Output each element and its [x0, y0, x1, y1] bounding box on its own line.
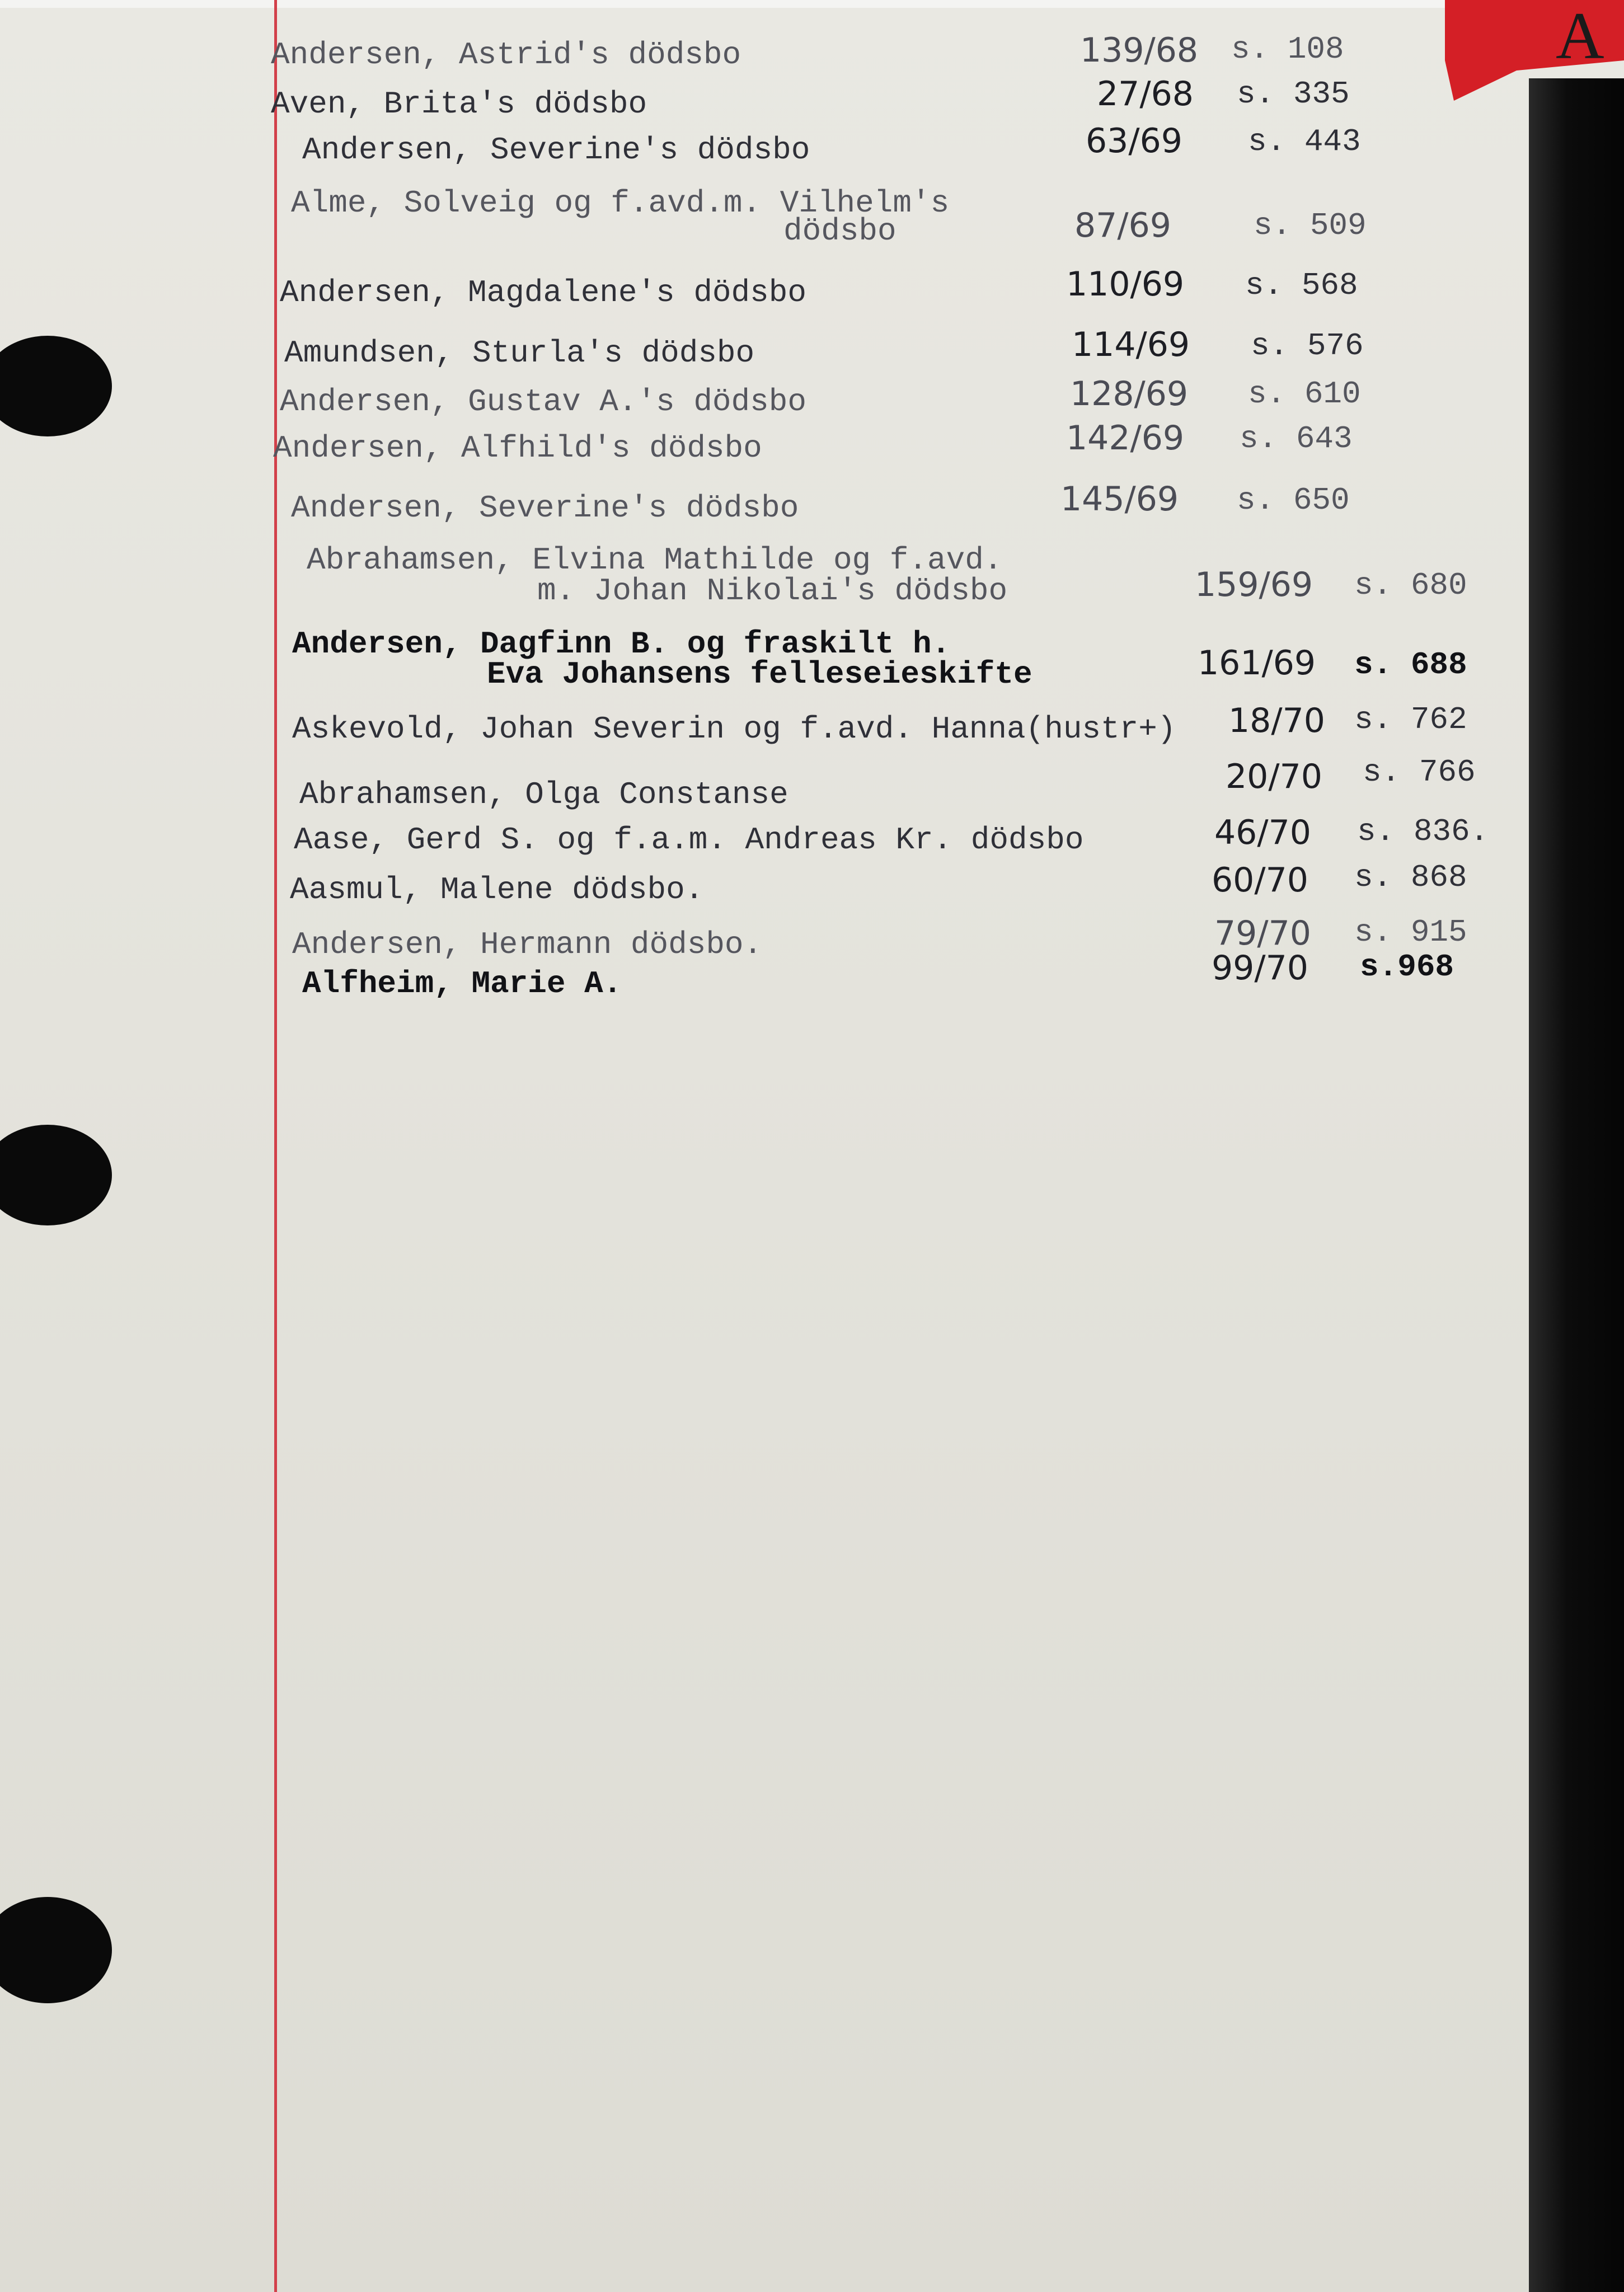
entry-name-continuation: dödsbo [783, 213, 897, 249]
entry-case-number: 159/69 [1195, 565, 1313, 604]
entry-page-ref: s. 915 [1354, 914, 1467, 950]
entry-name: Amundsen, Sturla's dödsbo [284, 335, 755, 371]
entry-name: Aasmul, Malene dödsbo. [290, 872, 704, 908]
entry-page-ref: s. 836. [1357, 814, 1489, 849]
entry-name: Alfheim, Marie A. [302, 966, 622, 1002]
entry-name: Andersen, Astrid's dödsbo [271, 37, 741, 73]
entry-case-number: 46/70 [1214, 813, 1311, 852]
entry-name-continuation: m. Johan Nikolai's dödsbo [537, 573, 1008, 609]
entry-case-number: 128/69 [1070, 374, 1189, 414]
entry-name: Andersen, Alfhild's dödsbo [273, 430, 762, 466]
entry-name: Aven, Brita's dödsbo [271, 86, 647, 122]
entry-page-ref: s.968 [1360, 949, 1454, 985]
entry-page-ref: s. 335 [1237, 76, 1350, 112]
entry-page-ref: s. 680 [1354, 567, 1467, 603]
entry-page-ref: s. 650 [1237, 482, 1350, 518]
entry-case-number: 87/69 [1074, 206, 1171, 245]
entry-case-number: 99/70 [1212, 948, 1308, 988]
entry-case-number: 142/69 [1066, 419, 1185, 458]
entry-page-ref: s. 568 [1245, 267, 1358, 303]
entry-name: Alme, Solveig og f.avd.m. Vilhelm's [291, 185, 950, 221]
entry-name: Andersen, Dagfinn B. og fraskilt h. [292, 626, 951, 662]
red-margin-line [274, 0, 277, 2292]
scan-dark-edge [1529, 78, 1624, 2292]
entry-case-number: 20/70 [1226, 757, 1322, 796]
entry-page-ref: s. 868 [1354, 860, 1467, 895]
entry-case-number: 139/68 [1080, 31, 1199, 70]
entry-case-number: 60/70 [1212, 861, 1308, 900]
entry-case-number: 114/69 [1072, 325, 1190, 364]
entry-case-number: 110/69 [1066, 265, 1185, 304]
entry-case-number: 161/69 [1198, 644, 1316, 683]
entry-case-number: 27/68 [1097, 74, 1194, 114]
entry-name: Aase, Gerd S. og f.a.m. Andreas Kr. dödsbo [294, 822, 1084, 858]
entry-page-ref: s. 108 [1231, 31, 1344, 67]
entry-page-ref: s. 576 [1251, 328, 1364, 364]
entry-page-ref: s. 688 [1354, 647, 1467, 683]
entry-case-number: 18/70 [1228, 701, 1325, 740]
entry-name: Andersen, Severine's dödsbo [291, 490, 799, 526]
entry-name: Abrahamsen, Elvina Mathilde og f.avd. [307, 542, 1003, 578]
entry-page-ref: s. 766 [1363, 754, 1476, 790]
entry-name: Abrahamsen, Olga Constanse [299, 777, 788, 812]
index-tab-letter: A [1556, 0, 1604, 73]
entry-name: Andersen, Hermann dödsbo. [292, 927, 763, 962]
entry-name: Andersen, Magdalene's dödsbo [280, 275, 806, 311]
entry-name-continuation: Eva Johansens felleseieskifte [487, 656, 1032, 692]
punch-hole [0, 1897, 112, 2003]
punch-hole [0, 1125, 112, 1225]
entry-page-ref: s. 443 [1248, 124, 1361, 159]
punch-hole [0, 336, 112, 436]
entry-name: Andersen, Gustav A.'s dödsbo [280, 384, 806, 420]
entry-case-number: 63/69 [1086, 121, 1182, 161]
entry-case-number: 145/69 [1060, 480, 1179, 519]
entry-page-ref: s. 762 [1354, 702, 1467, 738]
entry-page-ref: s. 643 [1240, 421, 1353, 457]
entry-page-ref: s. 610 [1248, 376, 1361, 412]
entry-name: Andersen, Severine's dödsbo [302, 132, 810, 168]
entry-page-ref: s. 509 [1254, 208, 1367, 243]
page-top-edge [0, 0, 1624, 8]
entry-name: Askevold, Johan Severin og f.avd. Hanna(hustr+) [292, 711, 1176, 747]
entry-case-number: 79/70 [1214, 914, 1311, 953]
